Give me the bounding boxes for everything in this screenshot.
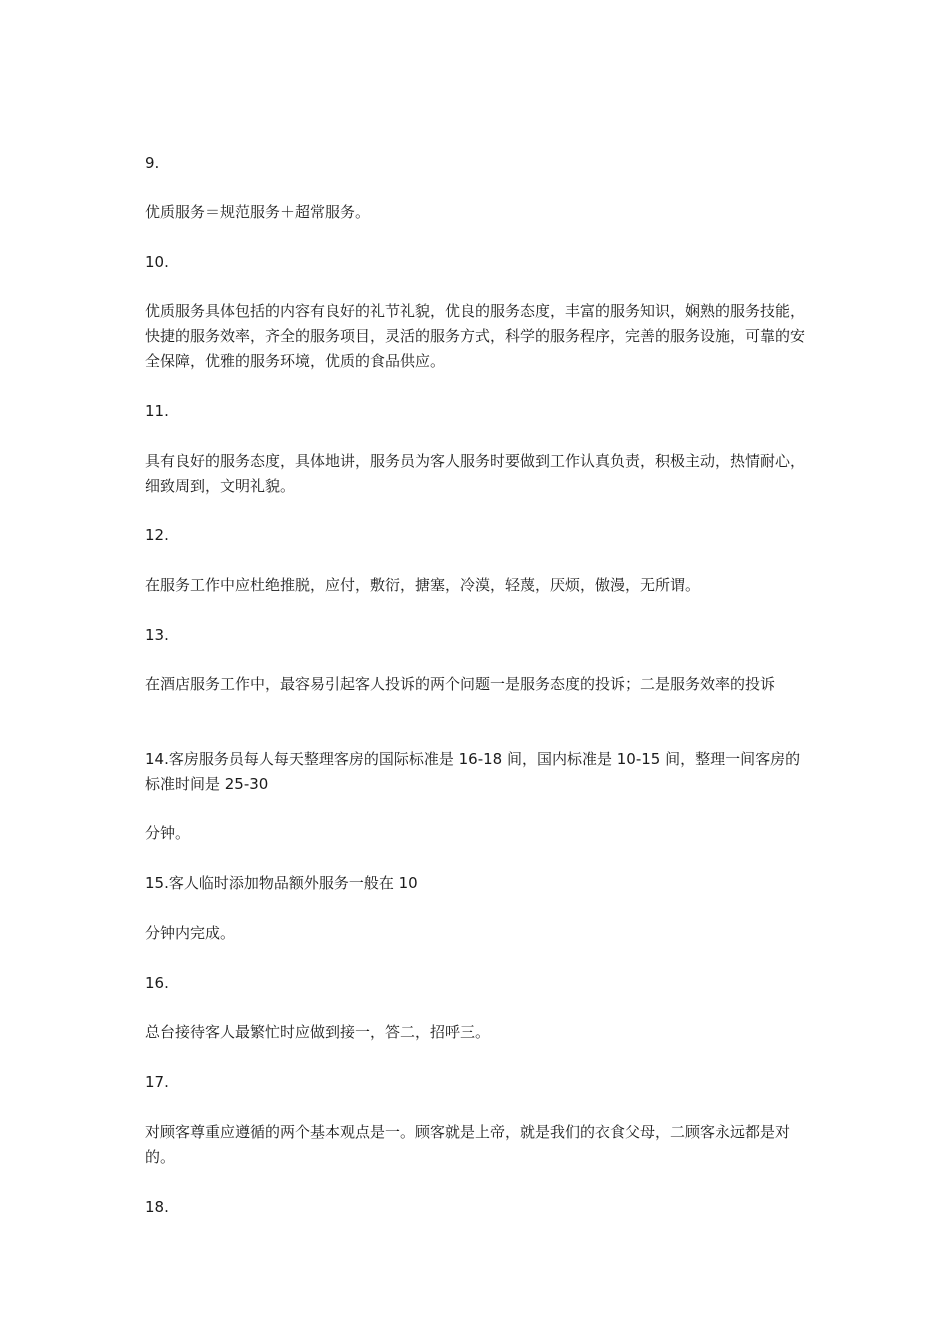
paragraph-text: 在服务工作中应杜绝推脱，应付，敷衍，搪塞，冷漠，轻蔑，厌烦，傲漫，无所谓。 <box>145 576 701 594</box>
paragraph-text: 分钟。 <box>145 824 191 842</box>
paragraph-text: 具有良好的服务态度，具体地讲，服务员为客人服务时要做到工作认真负责，积极主动，热情耐心，细致周到，文明礼貌。 <box>145 452 806 495</box>
paragraph-text: 优质服务＝规范服务＋超常服务。 <box>145 203 371 221</box>
item-number-17: 17. <box>145 1073 169 1091</box>
item-number-13: 13. <box>145 626 169 644</box>
item-number-9: 9. <box>145 154 160 172</box>
paragraph-text: 优质服务具体包括的内容有良好的礼节礼貌，优良的服务态度，丰富的服务知识，娴熟的服务技能，快捷的服务效率，齐全的服务项目，灵活的服务方式，科学的服务程序，完善的服务设施，可靠的安全保障，优雅的服务环境，优质的食品供应。 <box>145 302 806 370</box>
item-number-12: 12. <box>145 526 169 544</box>
item-number-10: 10. <box>145 253 169 271</box>
paragraph-text: 分钟内完成。 <box>145 924 236 942</box>
item-number-11: 11. <box>145 402 169 420</box>
item-number-18: 18. <box>145 1198 169 1216</box>
paragraph-text: 总台接待客人最繁忙时应做到接一，答二，招呼三。 <box>145 1023 491 1041</box>
paragraph-text: 对顾客尊重应遵循的两个基本观点是一。顾客就是上帝，就是我们的衣食父母，二顾客永远都是对的。 <box>145 1123 791 1166</box>
paragraph-text: 在酒店服务工作中，最容易引起客人投诉的两个问题一是服务态度的投诉；二是服务效率的投诉 <box>145 675 776 693</box>
item-number-16: 16. <box>145 974 169 992</box>
paragraph-text: 14.客房服务员每人每天整理客房的国际标准是 16-18 间，国内标准是 10-15 间，整理一间客房的标准时间是 25-30 <box>145 750 801 793</box>
paragraph-text: 15.客人临时添加物品额外服务一般在 10 <box>145 874 418 892</box>
